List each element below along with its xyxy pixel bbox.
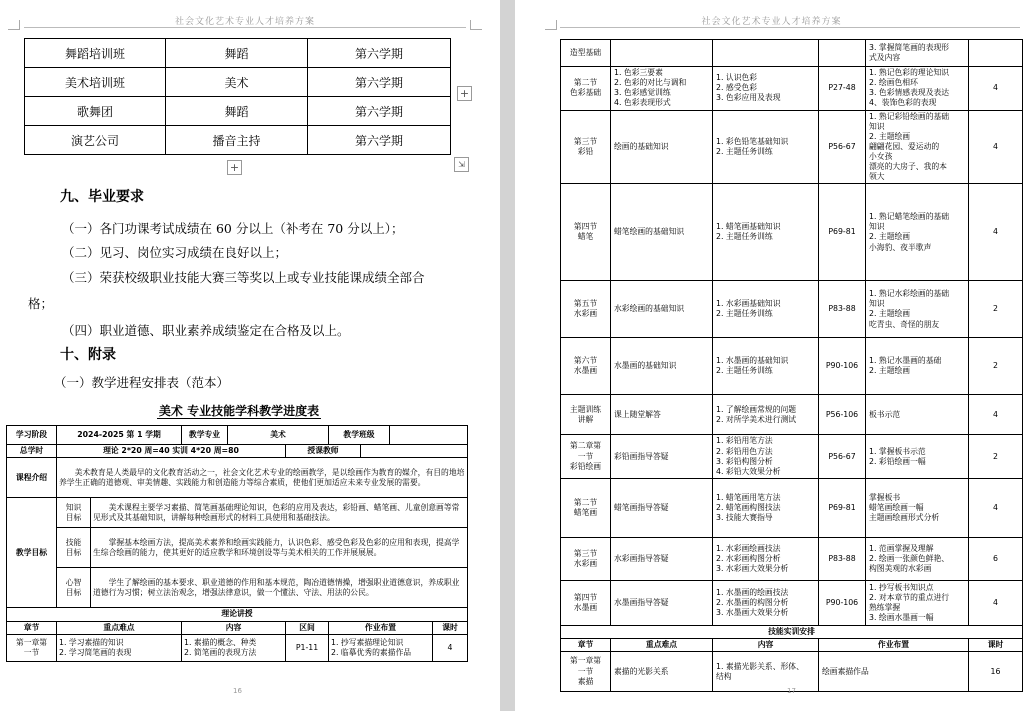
homework-cell: 1. 熟记水墨画的基础 2. 主题绘画 [866, 338, 969, 395]
hours-cell [969, 40, 1023, 67]
key-cell: 水墨画指导答疑 [611, 580, 713, 625]
requirement-4: （四）职业道德、职业素养成绩鉴定在合格及以上。 [62, 323, 350, 338]
crop-mark [8, 20, 20, 30]
add-row-button[interactable]: + [227, 160, 242, 175]
content-cell: 1. 彩色铅笔基础知识 2. 主题任务训练 [713, 110, 819, 184]
hours-cell: 4 [969, 67, 1023, 111]
table-row [561, 537, 1023, 580]
range-cell [819, 40, 866, 67]
content-cell: 1. 素描光影关系、形体、 结构 [713, 652, 819, 692]
page-header: 社会文化艺术专业人才培养方案 [701, 17, 842, 27]
content-cell: 1. 蜡笔画用笔方法 2. 蜡笔画构图技法 3. 技能大赛指导 [713, 478, 819, 537]
hours-cell: 2 [969, 435, 1023, 479]
chapter-cell: 第二节 蜡笔画 [561, 478, 611, 537]
header-rule [24, 27, 466, 28]
major-label: 教学专业 [182, 426, 228, 445]
intro-label: 课程介绍 [7, 458, 57, 498]
stage-value: 2024-2025 第 1 学期 [57, 426, 182, 445]
range-cell: P90-106 [819, 338, 866, 395]
document-page-16 [0, 0, 500, 711]
range-cell: P1-11 [286, 634, 329, 661]
goal-label: 知识 目标 [57, 498, 91, 528]
page-number: 16 [233, 687, 242, 695]
key-cell: 绘画的基础知识 [611, 110, 713, 184]
placement-cell: 舞蹈培训班 [25, 39, 166, 68]
table-row [561, 395, 1023, 435]
add-column-button[interactable]: + [457, 86, 472, 101]
col-header: 重点难点 [57, 621, 182, 634]
key-cell: 1. 学习素描的知识 2. 学习简笔画的表现 [57, 634, 182, 661]
key-cell: 水墨画的基础知识 [611, 338, 713, 395]
col-header: 重点难点 [611, 639, 713, 652]
chapter-cell: 第三节 水彩画 [561, 537, 611, 580]
content-cell: 1. 水墨画的绘画技法 2. 水墨画的构图分析 3. 水墨画大效果分析 [713, 580, 819, 625]
hours-cell: 4 [969, 395, 1023, 435]
homework-cell: 1. 范画掌握及理解 2. 绘画一张颜色鲜艳、 构图美观的水彩画 [866, 537, 969, 580]
hours-cell: 16 [969, 652, 1023, 692]
content-cell: 1. 素描的概念、种类 2. 简笔画的表现方法 [182, 634, 286, 661]
content-cell: 1. 认识色彩 2. 感受色彩 3. 色彩应用及表现 [713, 67, 819, 111]
placement-cell: 第六学期 [308, 97, 451, 126]
content-cell: 1. 彩铅用笔方法 2. 彩铅用色方法 3. 彩铅构图分析 4. 彩铅大效果分析 [713, 435, 819, 479]
resize-table-handle[interactable]: ⇲ [454, 157, 469, 172]
schedule-table [6, 425, 468, 662]
key-cell: 水彩画指导答疑 [611, 537, 713, 580]
col-header: 章节 [561, 639, 611, 652]
col-header: 作业布置 [329, 621, 433, 634]
table-row [561, 338, 1023, 395]
range-cell: P56-106 [819, 395, 866, 435]
hours-cell: 4 [969, 184, 1023, 281]
range-cell: P83-88 [819, 537, 866, 580]
col-header: 区间 [286, 621, 329, 634]
goals-label: 教学目标 [7, 498, 57, 608]
header-rule [560, 27, 1020, 28]
key-cell: 课上随堂解答 [611, 395, 713, 435]
header-row [561, 639, 1023, 652]
hours-label: 总学时 [7, 445, 57, 458]
schedule-table-continued [560, 39, 1023, 692]
intro-text: 美术教育是人类最早的文化教育活动之一，社会文化艺术专业的绘画教学，是以绘画作为教育的媒介，有目的地培养学生正确的道德观、审美情趣、实践能力和创造能力等综合素质，使他们更加适应未来专业发展的需要。 [57, 458, 468, 498]
homework-cell: 3. 掌握简笔画的表现形 式及内容 [866, 40, 969, 67]
content-cell: 1. 水彩画绘画技法 2. 水彩画构图分析 3. 水彩画大效果分析 [713, 537, 819, 580]
placement-cell: 第六学期 [308, 126, 451, 155]
table-row [561, 580, 1023, 625]
table-row [561, 281, 1023, 338]
table-row [25, 97, 451, 126]
chapter-cell: 第五节 水彩画 [561, 281, 611, 338]
col-header: 内容 [713, 639, 819, 652]
class-label: 教学班级 [329, 426, 390, 445]
homework-cell: 1. 抄写板书知识点 2. 对本章节的重点进行 熟练掌握 3. 绘画水墨画一幅 [866, 580, 969, 625]
placement-cell: 舞蹈 [166, 97, 308, 126]
hours-cell: 4 [433, 634, 468, 661]
hours-cell: 2 [969, 281, 1023, 338]
content-cell: 1. 水墨画的基础知识 2. 主题任务训练 [713, 338, 819, 395]
key-cell: 水彩绘画的基础知识 [611, 281, 713, 338]
table-row [7, 634, 468, 661]
range-cell: P56-67 [819, 435, 866, 479]
page-header: 社会文化艺术专业人才培养方案 [174, 17, 315, 27]
section-10-title: 十、附录 [60, 347, 116, 363]
stage-label: 学习阶段 [7, 426, 57, 445]
goal-label: 技能 目标 [57, 528, 91, 568]
key-cell: 彩铅画指导答疑 [611, 435, 713, 479]
schedule-title: 美术 专业技能学科教学进度表 [158, 404, 320, 418]
col-header: 内容 [182, 621, 286, 634]
placement-table [24, 38, 451, 155]
placement-cell: 演艺公司 [25, 126, 166, 155]
homework-cell: 1. 熟记水彩绘画的基础 知识 2. 主题绘画 吃青虫、奇怪的朋友 [866, 281, 969, 338]
goal-label: 心智 目标 [57, 568, 91, 608]
requirement-3-cont: 格； [28, 296, 54, 311]
content-cell: 1. 水彩画基础知识 2. 主题任务训练 [713, 281, 819, 338]
chapter-cell: 造型基础 [561, 40, 611, 67]
homework-cell: 1. 熟记蜡笔绘画的基础 知识 2. 主题绘画 小海豹、夜半歌声 [866, 184, 969, 281]
col-header: 课时 [969, 639, 1023, 652]
placement-cell: 第六学期 [308, 39, 451, 68]
chapter-cell: 第二节 色彩基础 [561, 67, 611, 111]
homework-cell: 掌握板书 蜡笔画绘画一幅 主题画绘画形式分析 [866, 478, 969, 537]
content-cell: 1. 了解绘画常规的问题 2. 对所学美术进行测试 [713, 395, 819, 435]
major-value: 美术 [228, 426, 329, 445]
theory-section-header: 理论讲授 [7, 608, 468, 621]
col-header: 作业布置 [819, 639, 969, 652]
crop-mark [470, 20, 482, 30]
placement-cell: 第六学期 [308, 68, 451, 97]
key-cell: 蜡笔绘画的基础知识 [611, 184, 713, 281]
table-row [25, 39, 451, 68]
requirement-3: （三）荣获校级职业技能大赛三等奖以上或专业技能课成绩全部合 [62, 270, 425, 285]
homework-cell: 1. 掌握板书示范 2. 彩铅绘画一幅 [866, 435, 969, 479]
goal-text: 学生了解绘画的基本要求、职业道德的作用和基本规范，陶冶道德情操，增强职业道德意识，养成职业道德行为习惯；树立法治观念，增强法律意识，做一个懂法、守法、用法的公民。 [91, 568, 468, 608]
range-cell: P69-81 [819, 184, 866, 281]
appendix-item-1: （一）教学进程安排表（范本） [54, 375, 230, 390]
homework-cell: 1. 抄写素描理论知识 2. 临摹优秀的素描作品 [329, 634, 433, 661]
requirement-2: （二）见习、岗位实习成绩在良好以上； [62, 245, 288, 260]
table-row [561, 184, 1023, 281]
teacher-value [361, 445, 468, 458]
hours-cell: 4 [969, 110, 1023, 184]
hours-value: 理论 2*20 周=40 实训 4*20 周=80 [57, 445, 286, 458]
table-row [561, 67, 1023, 111]
chapter-cell: 主题训练 讲解 [561, 395, 611, 435]
chapter-cell: 第二章第 一节 彩铅绘画 [561, 435, 611, 479]
table-row [561, 40, 1023, 67]
homework-cell: 板书示范 [866, 395, 969, 435]
chapter-cell: 第六节 水墨画 [561, 338, 611, 395]
table-row [25, 126, 451, 155]
class-value [390, 426, 468, 445]
key-cell: 1. 色彩三要素 2. 色彩的对比与调和 3. 色彩感觉训练 4. 色彩表现形式 [611, 67, 713, 111]
chapter-cell: 第一章第 一节 [7, 634, 57, 661]
teacher-label: 授课教师 [286, 445, 361, 458]
key-cell: 蜡笔画指导答疑 [611, 478, 713, 537]
hours-cell: 4 [969, 478, 1023, 537]
hours-cell: 2 [969, 338, 1023, 395]
placement-cell: 播音主持 [166, 126, 308, 155]
skill-section-header: 技能实训安排 [561, 625, 1023, 638]
placement-cell: 歌舞团 [25, 97, 166, 126]
document-page-17 [515, 0, 1028, 711]
crop-mark [545, 20, 557, 30]
range-cell: P27-48 [819, 67, 866, 111]
col-header: 章节 [7, 621, 57, 634]
table-row [561, 110, 1023, 184]
range-cell: P90-106 [819, 580, 866, 625]
table-row [561, 435, 1023, 479]
homework-cell: 1. 熟记彩铅绘画的基础 知识 2. 主题绘画 翩翩花园、爱运动的 小女孩 漂亮的大房子、我的本 领大 [866, 110, 969, 184]
col-header: 课时 [433, 621, 468, 634]
range-cell: P69-81 [819, 478, 866, 537]
section-9-title: 九、毕业要求 [60, 189, 144, 205]
content-cell: 1. 蜡笔画基础知识 2. 主题任务训练 [713, 184, 819, 281]
goal-text: 掌握基本绘画方法，提高美术素养和绘画实践能力，认识色彩、感受色彩及色彩的应用和表现，提高学生综合绘画的能力，使其更好的适应教学和环境创设等与美术相关的工作并展展展。 [91, 528, 468, 568]
range-cell: P56-67 [819, 110, 866, 184]
goal-text: 美术课程主要学习素描、简笔画基础理论知识，色彩的应用及表达，彩铅画、蜡笔画、儿童创意画等常见形式及其基础知识，讲解每种绘画形式的材料工具使用和基础技法。 [91, 498, 468, 528]
section-row [561, 625, 1023, 638]
placement-cell: 美术培训班 [25, 68, 166, 97]
table-row [561, 652, 1023, 692]
hours-cell: 6 [969, 537, 1023, 580]
placement-cell: 美术 [166, 68, 308, 97]
key-cell: 素描的光影关系 [611, 652, 713, 692]
homework-cell: 绘画素描作品 [819, 652, 969, 692]
chapter-cell: 第三节 彩铅 [561, 110, 611, 184]
chapter-cell: 第四节 蜡笔 [561, 184, 611, 281]
table-row [561, 478, 1023, 537]
table-row [25, 68, 451, 97]
requirement-1: （一）各门功课考试成绩在 60 分以上（补考在 70 分以上）； [62, 221, 404, 236]
placement-cell: 舞蹈 [166, 39, 308, 68]
content-cell [713, 40, 819, 67]
range-cell: P83-88 [819, 281, 866, 338]
hours-cell: 4 [969, 580, 1023, 625]
chapter-cell: 第一章第 一节 素描 [561, 652, 611, 692]
chapter-cell: 第四节 水墨画 [561, 580, 611, 625]
page-number: 17 [787, 687, 796, 695]
homework-cell: 1. 熟记色彩的理论知识 2. 绘画色相环 3. 色彩情感表现及表达 4、装饰色彩的表现 [866, 67, 969, 111]
key-cell [611, 40, 713, 67]
